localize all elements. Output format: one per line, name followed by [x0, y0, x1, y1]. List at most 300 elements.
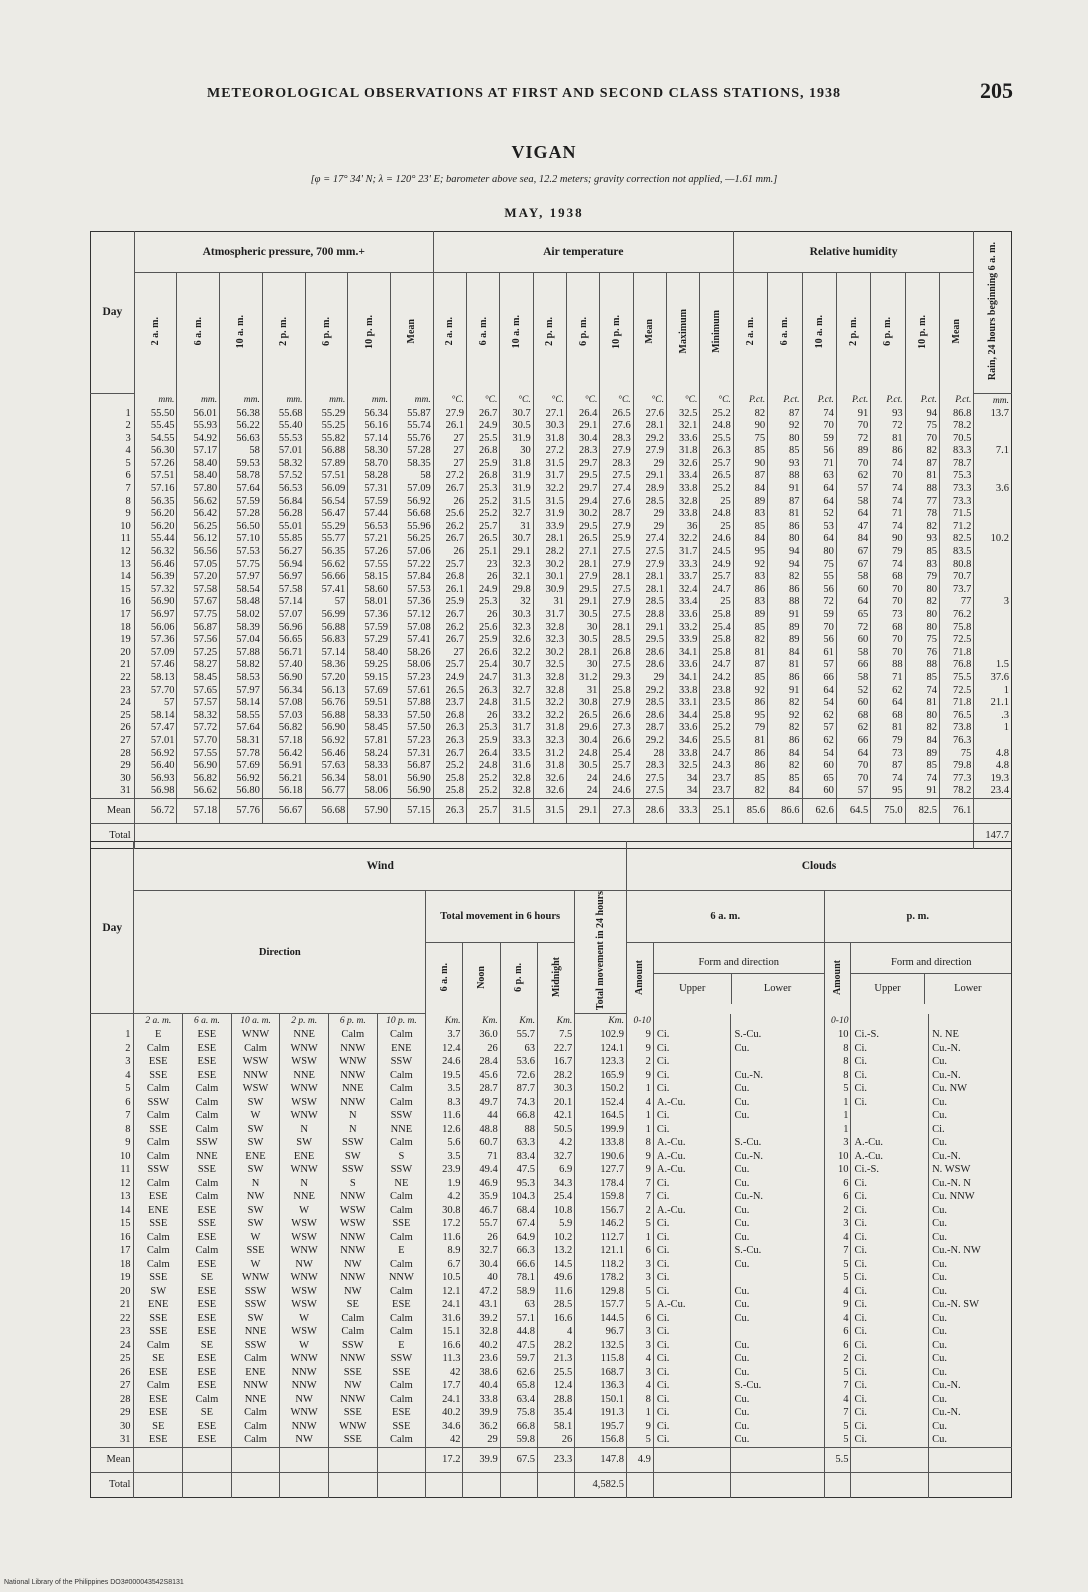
value-cell: 30.3	[500, 609, 533, 622]
value-cell: 60	[836, 634, 870, 647]
value-cell: 83	[733, 596, 767, 609]
value-cell: 70.5	[939, 433, 973, 446]
value-cell: SSW	[377, 1352, 426, 1366]
value-cell: 57.28	[220, 508, 263, 521]
value-cell: 57.50	[390, 710, 433, 723]
value-cell: 5	[626, 1298, 653, 1312]
value-cell: 12.4	[426, 1042, 463, 1056]
value-cell: 72	[871, 420, 905, 433]
value-cell: Cu.	[731, 1366, 824, 1380]
value-cell: 56.88	[305, 622, 348, 635]
value-cell: 57.61	[390, 685, 433, 698]
value-cell: 86	[768, 521, 802, 534]
day-cell: 31	[119, 1434, 131, 1446]
value-cell: 27.5	[600, 546, 633, 559]
value-cell: 40.2	[463, 1339, 500, 1353]
value-cell: 56.21	[262, 773, 305, 786]
value-cell: 55.74	[390, 420, 433, 433]
value-cell: 26	[463, 1231, 500, 1245]
day-cell: 4	[125, 1069, 131, 1081]
day-cell: 18	[119, 1258, 131, 1270]
value-cell: 56.76	[305, 697, 348, 710]
table-row	[91, 408, 1012, 421]
value-cell: S.-Cu.	[731, 1136, 824, 1150]
value-cell: 82	[905, 596, 939, 609]
day-cell: 8	[125, 1123, 131, 1135]
value-cell: 31	[533, 596, 566, 609]
value-cell: 9	[626, 1028, 653, 1042]
value-cell: 57.89	[305, 458, 348, 471]
table-row	[91, 1406, 1012, 1420]
value-cell: 190.6	[575, 1150, 627, 1164]
mean-cell	[328, 1447, 377, 1472]
value-cell: 56.32	[134, 546, 177, 559]
value-cell: 55.25	[305, 420, 348, 433]
table-row	[91, 420, 1012, 433]
value-cell: 84	[733, 533, 767, 546]
value-cell: 56	[802, 445, 836, 458]
value-cell: 57.17	[177, 445, 220, 458]
value-cell: 33.8	[667, 508, 700, 521]
value-cell: 87	[871, 760, 905, 773]
value-cell: Calm	[377, 1312, 426, 1326]
value-cell: 57.53	[390, 584, 433, 597]
day-cell: 28	[120, 747, 131, 759]
movement-col-header	[426, 943, 463, 1014]
value-cell: SSE	[377, 1366, 426, 1380]
value-cell: 62	[836, 722, 870, 735]
value-cell: 11.6	[426, 1109, 463, 1123]
value-cell: 57.06	[390, 546, 433, 559]
total-cell	[328, 1472, 377, 1497]
value-cell: 57.59	[220, 496, 263, 509]
value-cell: NW	[280, 1393, 329, 1407]
value-cell: 25.7	[433, 559, 466, 572]
value-cell: NNE	[231, 1325, 280, 1339]
value-cell: 40.4	[463, 1379, 500, 1393]
value-cell: 31.6	[500, 760, 533, 773]
value-cell: 56.90	[390, 773, 433, 786]
value-cell: Ci.	[851, 1231, 929, 1245]
value-cell: WSW	[280, 1325, 329, 1339]
value-cell: 16.6	[537, 1312, 574, 1326]
value-cell: 5	[626, 1217, 653, 1231]
day-cell: 25	[119, 1353, 131, 1365]
value-cell: 87	[733, 659, 767, 672]
value-cell: 57.58	[262, 584, 305, 597]
value-cell: 152.4	[575, 1096, 627, 1110]
day-cell: 27	[120, 734, 131, 746]
value-cell: Cu.	[731, 1406, 824, 1420]
value-cell: 1.5	[974, 659, 1012, 672]
value-cell: 79	[871, 546, 905, 559]
value-cell: 72.6	[500, 1069, 537, 1083]
value-cell: 33.5	[500, 748, 533, 761]
table-row	[91, 508, 1012, 521]
value-cell: 6	[824, 1339, 851, 1353]
value-cell: WSW	[231, 1082, 280, 1096]
mean-cell: 25.7	[467, 798, 500, 823]
value-cell: 57.97	[220, 685, 263, 698]
value-cell: 4	[824, 1393, 851, 1407]
value-cell: 32.2	[533, 710, 566, 723]
value-cell: 28.9	[633, 483, 666, 496]
value-cell: ESE	[134, 1406, 183, 1420]
temp-col-label: 6 p. m.	[577, 317, 589, 346]
value-cell: 55.7	[463, 1217, 500, 1231]
value-cell: 23.7	[433, 697, 466, 710]
value-cell: Cu.	[731, 1042, 824, 1056]
value-cell: 85	[905, 546, 939, 559]
value-cell: SSW	[231, 1285, 280, 1299]
value-cell: 60	[836, 697, 870, 710]
value-cell: 58.28	[348, 470, 391, 483]
value-cell: 58.45	[348, 722, 391, 735]
value-cell: 57.44	[348, 508, 391, 521]
value-cell: 56.62	[177, 785, 220, 798]
value-cell: 31	[567, 685, 600, 698]
value-cell: 56.93	[134, 773, 177, 786]
movement-col-header	[537, 943, 574, 1014]
value-cell: ESE	[183, 1379, 232, 1393]
value-cell: 57.07	[262, 609, 305, 622]
value-cell: Calm	[134, 1244, 183, 1258]
value-cell: 58.30	[348, 445, 391, 458]
value-cell: 47.5	[500, 1339, 537, 1353]
value-cell: 57.80	[177, 483, 220, 496]
value-cell: 75	[905, 420, 939, 433]
table-row	[91, 458, 1012, 471]
value-cell: 59.51	[348, 697, 391, 710]
value-cell: 57.59	[348, 496, 391, 509]
value-cell: 57.01	[262, 445, 305, 458]
value-cell: NW	[231, 1190, 280, 1204]
value-cell: SSW	[183, 1136, 232, 1150]
value-cell: 40	[463, 1271, 500, 1285]
total-cell	[537, 1472, 574, 1497]
value-cell: A.-Cu.	[851, 1136, 929, 1150]
value-cell: 2	[626, 1055, 653, 1069]
amount-label: Amount	[634, 959, 646, 995]
value-cell: Cu.	[731, 1352, 824, 1366]
value-cell: Ci.	[851, 1433, 929, 1447]
value-cell: 1	[626, 1406, 653, 1420]
humidity-col-label: 6 p. m.	[882, 317, 894, 346]
value-cell: 5	[824, 1420, 851, 1434]
table-row	[91, 596, 1012, 609]
value-cell: 1	[626, 1123, 653, 1137]
value-cell: 32.5	[667, 408, 700, 421]
value-cell: 29.3	[600, 672, 633, 685]
value-cell: 58.39	[220, 622, 263, 635]
value-cell: 87	[733, 470, 767, 483]
movement-col-label: Midnight	[550, 957, 562, 998]
value-cell: 27.2	[533, 445, 566, 458]
value-cell: Calm	[183, 1123, 232, 1137]
value-cell: 58.60	[348, 584, 391, 597]
value-cell	[731, 1271, 824, 1285]
value-cell: Ci.	[653, 1055, 731, 1069]
day-cell: 24	[119, 1339, 131, 1351]
value-cell: 66.8	[500, 1420, 537, 1434]
value-cell: Cu.	[929, 1325, 1012, 1339]
value-cell: 25.1	[467, 546, 500, 559]
value-cell: 85	[905, 760, 939, 773]
value-cell: 26.7	[433, 533, 466, 546]
movement-col-header	[500, 943, 537, 1014]
day-cell: 16	[120, 596, 131, 608]
value-cell: 84	[836, 533, 870, 546]
value-cell: 93	[905, 533, 939, 546]
value-cell: 25.4	[700, 622, 733, 635]
mean-cell: 4.9	[626, 1447, 653, 1472]
value-cell: 26	[467, 609, 500, 622]
value-cell: NNE	[280, 1069, 329, 1083]
day-cell: 15	[119, 1218, 131, 1230]
day-cell: 14	[119, 1204, 131, 1216]
value-cell: 27	[433, 433, 466, 446]
value-cell: 17.7	[426, 1379, 463, 1393]
value-cell: 28.1	[633, 571, 666, 584]
value-cell: 56.34	[305, 773, 348, 786]
value-cell: 1	[974, 685, 1012, 698]
value-cell: 28.6	[633, 659, 666, 672]
value-cell: 88	[871, 659, 905, 672]
value-cell: 57.08	[262, 697, 305, 710]
value-cell: 25.9	[467, 458, 500, 471]
value-cell: NNW	[231, 1069, 280, 1083]
value-cell: 53.6	[500, 1055, 537, 1069]
value-cell: 150.2	[575, 1082, 627, 1096]
unit-cell: P.ct.	[939, 393, 973, 408]
value-cell: 58.48	[220, 596, 263, 609]
value-cell: 57.21	[348, 533, 391, 546]
value-cell: 86	[871, 445, 905, 458]
day-cell: 17	[120, 609, 131, 620]
value-cell: 33.9	[533, 521, 566, 534]
value-cell: 57.20	[177, 571, 220, 584]
table-row	[91, 647, 1012, 660]
value-cell: 57.70	[177, 735, 220, 748]
value-cell: 57.64	[220, 722, 263, 735]
value-cell: SSE	[328, 1366, 377, 1380]
value-cell: 29.7	[567, 458, 600, 471]
value-cell: S.-Cu.	[731, 1379, 824, 1393]
value-cell: Ci.	[653, 1420, 731, 1434]
value-cell: 57.53	[220, 546, 263, 559]
value-cell: Calm	[377, 1069, 426, 1083]
value-cell: Ci.	[851, 1420, 929, 1434]
value-cell: 13.2	[537, 1244, 574, 1258]
mean-cell: 85.6	[733, 798, 767, 823]
value-cell: 24.7	[700, 659, 733, 672]
value-cell: 57.09	[134, 647, 177, 660]
value-cell: Cu.	[731, 1163, 824, 1177]
value-cell: 56.46	[305, 748, 348, 761]
value-cell: 7	[824, 1379, 851, 1393]
value-cell: 61	[802, 647, 836, 660]
value-cell: 14.5	[537, 1258, 574, 1272]
mean-cell: 26.3	[433, 798, 466, 823]
value-cell: Ci.	[851, 1325, 929, 1339]
value-cell: 25.8	[700, 710, 733, 723]
value-cell: 32.8	[463, 1325, 500, 1339]
value-cell: 45.6	[463, 1069, 500, 1083]
value-cell: 64	[836, 748, 870, 761]
value-cell: Cu.-N. NW	[929, 1244, 1012, 1258]
value-cell: 55.53	[262, 433, 305, 446]
value-cell: 30.2	[533, 647, 566, 660]
value-cell: 26	[467, 710, 500, 723]
amount-header	[626, 943, 653, 1014]
value-cell: 31.3	[500, 672, 533, 685]
value-cell: 3	[824, 1217, 851, 1231]
value-cell: 57	[836, 483, 870, 496]
value-cell: 34	[667, 785, 700, 798]
value-cell: Cu.	[731, 1096, 824, 1110]
value-cell: 58.27	[177, 659, 220, 672]
value-cell: Ci.	[851, 1298, 929, 1312]
value-cell: 70.7	[939, 571, 973, 584]
value-cell: 78.2	[939, 785, 973, 798]
value-cell: 121.1	[575, 1244, 627, 1258]
mean-cell: 64.5	[836, 798, 870, 823]
value-cell: A.-Cu.	[851, 1150, 929, 1164]
value-cell: SE	[183, 1271, 232, 1285]
value-cell: 57.56	[177, 634, 220, 647]
total-label: Total	[91, 1472, 134, 1497]
value-cell: Calm	[328, 1312, 377, 1326]
value-cell: 24.6	[426, 1055, 463, 1069]
value-cell: 26.1	[433, 420, 466, 433]
value-cell: Ci.	[653, 1312, 731, 1326]
value-cell: 33.2	[667, 622, 700, 635]
value-cell: 90	[733, 420, 767, 433]
value-cell: 37.6	[974, 672, 1012, 685]
value-cell: 42	[426, 1433, 463, 1447]
value-cell: 195.7	[575, 1420, 627, 1434]
day-cell: 21	[119, 1299, 131, 1311]
value-cell: 57	[134, 697, 177, 710]
value-cell: Cu.	[929, 1433, 1012, 1447]
value-cell: 89	[733, 496, 767, 509]
value-cell: 5	[824, 1366, 851, 1380]
value-cell: 74	[905, 773, 939, 786]
value-cell: 56.56	[177, 546, 220, 559]
form-direction-label: Form and direction	[654, 953, 824, 974]
value-cell: 32.8	[500, 785, 533, 798]
value-cell: 55.87	[390, 408, 433, 421]
temp-col-label: 6 a. m.	[477, 317, 489, 346]
value-cell: Ci.	[851, 1339, 929, 1353]
value-cell: 70	[871, 634, 905, 647]
value-cell: 32.5	[533, 659, 566, 672]
value-cell: 49.6	[537, 1271, 574, 1285]
value-cell: Ci.	[653, 1177, 731, 1191]
day-cell: 23	[119, 1326, 131, 1338]
station-name: VIGAN	[511, 142, 577, 162]
value-cell: ESE	[377, 1298, 426, 1312]
value-cell: WNW	[280, 1271, 329, 1285]
value-cell: 80.8	[939, 559, 973, 572]
value-cell: 6.7	[426, 1258, 463, 1272]
value-cell: 6	[626, 1244, 653, 1258]
value-cell: Cu.	[731, 1204, 824, 1218]
value-cell: Ci.	[653, 1325, 731, 1339]
day-header: Day	[91, 232, 135, 394]
value-cell: 56.97	[134, 609, 177, 622]
value-cell: 57.69	[348, 685, 391, 698]
value-cell: 3	[626, 1271, 653, 1285]
value-cell: 32.3	[500, 559, 533, 572]
humidity-col-header	[733, 273, 767, 394]
value-cell: 7	[824, 1406, 851, 1420]
total-cell	[377, 1472, 426, 1497]
value-cell: 28.1	[633, 420, 666, 433]
value-cell: 30.4	[567, 433, 600, 446]
value-cell: 28.1	[567, 647, 600, 660]
humidity-col-header	[939, 273, 973, 394]
value-cell: 83	[905, 559, 939, 572]
value-cell: 71.5	[939, 508, 973, 521]
value-cell: 75	[802, 559, 836, 572]
value-cell: 74	[871, 559, 905, 572]
value-cell: 32.7	[463, 1244, 500, 1258]
value-cell: 57.01	[134, 735, 177, 748]
value-cell: 57.41	[390, 634, 433, 647]
value-cell: 78	[905, 508, 939, 521]
value-cell: 2	[824, 1352, 851, 1366]
value-cell: 29	[633, 508, 666, 521]
value-cell: ENE	[134, 1204, 183, 1218]
value-cell: 24.9	[467, 420, 500, 433]
table-row	[91, 1190, 1012, 1204]
value-cell: 4	[626, 1096, 653, 1110]
unit-cell: 0-10	[824, 1014, 851, 1029]
value-cell: 56.42	[262, 748, 305, 761]
value-cell: 64	[836, 508, 870, 521]
unit-cell: mm.	[262, 393, 305, 408]
value-cell: Cu. NW	[929, 1082, 1012, 1096]
value-cell: 33.6	[667, 609, 700, 622]
value-cell: 32.8	[500, 773, 533, 786]
value-cell: N	[280, 1177, 329, 1191]
value-cell: 52	[802, 508, 836, 521]
value-cell: 82	[905, 445, 939, 458]
table-row	[91, 571, 1012, 584]
mean-cell: 56.67	[262, 798, 305, 823]
value-cell: 76.3	[939, 735, 973, 748]
value-cell: NNE	[280, 1028, 329, 1042]
direction-header: Direction	[134, 891, 426, 1014]
temp-col-header	[500, 273, 533, 394]
value-cell: 27	[433, 458, 466, 471]
value-cell: 62	[871, 685, 905, 698]
mean-cell: 62.6	[802, 798, 836, 823]
pressure-col-label: 6 p. m.	[320, 317, 332, 346]
value-cell: 33.1	[667, 697, 700, 710]
mean-cell: 57.90	[348, 798, 391, 823]
value-cell: 26.5	[567, 533, 600, 546]
value-cell: 33.6	[667, 659, 700, 672]
table-row	[91, 496, 1012, 509]
value-cell: 26.7	[467, 408, 500, 421]
value-cell: 32.5	[667, 760, 700, 773]
value-cell: 29.6	[567, 722, 600, 735]
value-cell: Cu.	[929, 1136, 1012, 1150]
value-cell: 80	[905, 710, 939, 723]
value-cell: 33.6	[667, 722, 700, 735]
